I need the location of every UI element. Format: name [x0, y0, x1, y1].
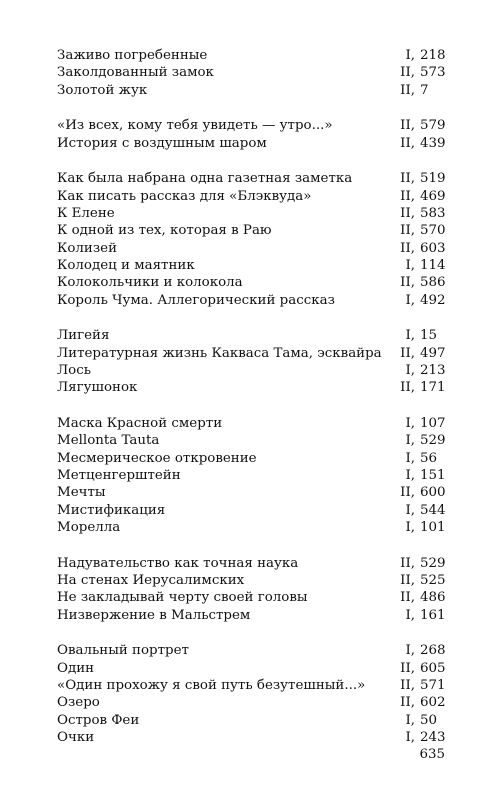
entry-page: 570	[420, 223, 446, 239]
entry-page: 605	[420, 660, 446, 676]
index-list	[57, 47, 444, 765]
entry-volume: II,	[400, 590, 415, 606]
index-entry	[57, 205, 444, 222]
entry-title: Как писать рассказ для «Блэквуда»	[57, 188, 312, 204]
entry-volume: II,	[400, 572, 415, 588]
entry-page: 586	[420, 275, 446, 291]
entry-volume: II,	[400, 555, 415, 571]
entry-page: 583	[420, 206, 446, 222]
index-entry	[57, 222, 444, 239]
index-entry	[57, 362, 444, 379]
entry-volume: II,	[400, 345, 415, 361]
entry-page: 579	[420, 118, 446, 134]
entry-page: 525	[420, 572, 446, 588]
entry-page: 529	[420, 433, 446, 449]
index-entry	[57, 450, 444, 467]
entry-page: 56	[420, 450, 438, 466]
entry-volume: I,	[405, 643, 415, 659]
entry-page: 486	[420, 590, 446, 606]
entry-page: 529	[420, 555, 446, 571]
index-entry	[57, 432, 444, 449]
entry-page: 603	[420, 240, 446, 256]
entry-volume: II,	[400, 275, 415, 291]
index-entry	[57, 327, 444, 344]
entry-volume: I,	[405, 607, 415, 623]
entry-title: Надувательство как точная наука	[57, 555, 299, 571]
entry-title: «Один прохожу я свой путь безутешный...»	[57, 677, 366, 693]
entry-page: 107	[420, 416, 446, 432]
entry-page: 602	[420, 695, 446, 711]
entry-volume: I,	[405, 416, 415, 432]
entry-page: 268	[420, 643, 446, 659]
index-entry	[57, 188, 444, 205]
entry-page: 15	[420, 328, 438, 344]
entry-title: Лягушонок	[57, 380, 138, 396]
entry-title: Лигейя	[57, 328, 110, 344]
entry-page: 151	[420, 467, 446, 483]
entry-page: 7	[420, 82, 429, 98]
entry-title: Заколдованный замок	[57, 65, 214, 81]
index-entry	[57, 607, 444, 624]
index-group	[57, 642, 444, 746]
index-entry	[57, 519, 444, 536]
entry-page: 492	[420, 292, 446, 308]
entry-volume: II,	[400, 677, 415, 693]
entry-title: Один	[57, 660, 95, 676]
entry-page: 573	[420, 65, 446, 81]
index-entry	[57, 82, 444, 99]
entry-page: 497	[420, 345, 446, 361]
entry-volume: I,	[405, 467, 415, 483]
entry-volume: II,	[400, 206, 415, 222]
index-entry	[57, 484, 444, 501]
entry-volume: I,	[405, 48, 415, 63]
entry-page: 218	[420, 48, 446, 63]
index-entry	[57, 135, 444, 152]
index-entry	[57, 415, 444, 432]
index-group	[57, 415, 444, 536]
entry-title: На стенах Иерусалимских	[57, 572, 245, 588]
index-entry	[57, 660, 444, 677]
entry-title: Золотой жук	[57, 82, 148, 98]
entry-volume: II,	[400, 223, 415, 239]
entry-title: Морелла	[57, 519, 121, 535]
entry-title: Литературная жизнь Какваса Тама, эсквайра	[57, 345, 382, 361]
index-entry	[57, 240, 444, 257]
entry-volume: II,	[400, 171, 415, 187]
entry-volume: I,	[405, 502, 415, 518]
index-entry	[57, 729, 444, 746]
index-entry	[57, 712, 444, 729]
entry-page: 469	[420, 188, 446, 204]
entry-page: 439	[420, 135, 446, 151]
entry-page: 114	[420, 257, 446, 273]
entry-page: 161	[420, 607, 446, 623]
entry-page: 243	[420, 729, 446, 745]
entry-title: Мечты	[57, 485, 106, 501]
index-entry	[57, 64, 444, 81]
index-entry	[57, 572, 444, 589]
entry-title: «Из всех, кому тебя увидеть — утро...»	[57, 118, 333, 134]
entry-volume: II,	[400, 118, 415, 134]
index-group	[57, 170, 444, 308]
entry-volume: II,	[400, 485, 415, 501]
index-entry	[57, 345, 444, 362]
entry-volume: I,	[405, 519, 415, 535]
entry-title: Низвержение в Мальстрем	[57, 607, 251, 623]
index-entry	[57, 467, 444, 484]
entry-title: Озеро	[57, 695, 100, 711]
entry-title: Колодец и маятник	[57, 257, 195, 273]
index-entry	[57, 502, 444, 519]
index-entry	[57, 257, 444, 274]
entry-title: Лось	[57, 362, 92, 378]
entry-page: 571	[420, 677, 446, 693]
index-group	[57, 47, 444, 99]
entry-page: 171	[420, 380, 446, 396]
entry-title: К Елене	[57, 206, 115, 222]
entry-volume: I,	[405, 292, 415, 308]
index-group	[57, 327, 444, 396]
entry-volume: II,	[400, 82, 415, 98]
entry-volume: II,	[400, 240, 415, 256]
entry-volume: I,	[405, 729, 415, 745]
entry-title: Очки	[57, 729, 95, 745]
entry-volume: II,	[400, 188, 415, 204]
index-entry	[57, 170, 444, 187]
entry-title: Король Чума. Аллегорический рассказ	[57, 292, 335, 308]
entry-page: 544	[420, 502, 446, 518]
entry-page: 600	[420, 485, 446, 501]
index-entry	[57, 274, 444, 291]
entry-title: Не закладывай черту своей головы	[57, 590, 308, 606]
entry-volume: II,	[400, 695, 415, 711]
entry-title: История с воздушным шаром	[57, 135, 267, 151]
entry-title: Метценгерштейн	[57, 467, 181, 483]
entry-title: Месмерическое откровение	[57, 450, 257, 466]
entry-title: Колизей	[57, 240, 118, 256]
index-entry	[57, 292, 444, 309]
index-entry	[57, 589, 444, 606]
entry-page: 101	[420, 519, 446, 535]
entry-page: 519	[420, 171, 446, 187]
entry-volume: II,	[400, 65, 415, 81]
index-entry	[57, 694, 444, 711]
index-entry	[57, 47, 444, 64]
entry-title: Колокольчики и колокола	[57, 275, 243, 291]
index-entry	[57, 677, 444, 694]
index-entry	[57, 117, 444, 134]
entry-title: К одной из тех, которая в Раю	[57, 223, 272, 239]
entry-volume: II,	[400, 135, 415, 151]
entry-page: 213	[420, 362, 446, 378]
index-group	[57, 117, 444, 152]
index-entry	[57, 379, 444, 396]
entry-title: Заживо погребенные	[57, 48, 208, 63]
entry-page: 50	[420, 712, 438, 728]
page-number: 635	[419, 747, 445, 762]
entry-volume: I,	[405, 712, 415, 728]
entry-volume: I,	[405, 362, 415, 378]
entry-volume: I,	[405, 328, 415, 344]
entry-volume: I,	[405, 433, 415, 449]
entry-title: Mellonta Tauta	[57, 433, 160, 449]
index-entry	[57, 642, 444, 659]
entry-title: Маска Красной смерти	[57, 416, 223, 432]
entry-volume: I,	[405, 450, 415, 466]
index-entry	[57, 555, 444, 572]
entry-title: Как была набрана одна газетная заметка	[57, 171, 353, 187]
entry-volume: II,	[400, 380, 415, 396]
entry-title: Мистификация	[57, 502, 166, 518]
entry-volume: I,	[405, 257, 415, 273]
entry-volume: II,	[400, 660, 415, 676]
entry-title: Остров Феи	[57, 712, 140, 728]
entry-title: Овальный портрет	[57, 643, 189, 659]
index-group	[57, 555, 444, 624]
